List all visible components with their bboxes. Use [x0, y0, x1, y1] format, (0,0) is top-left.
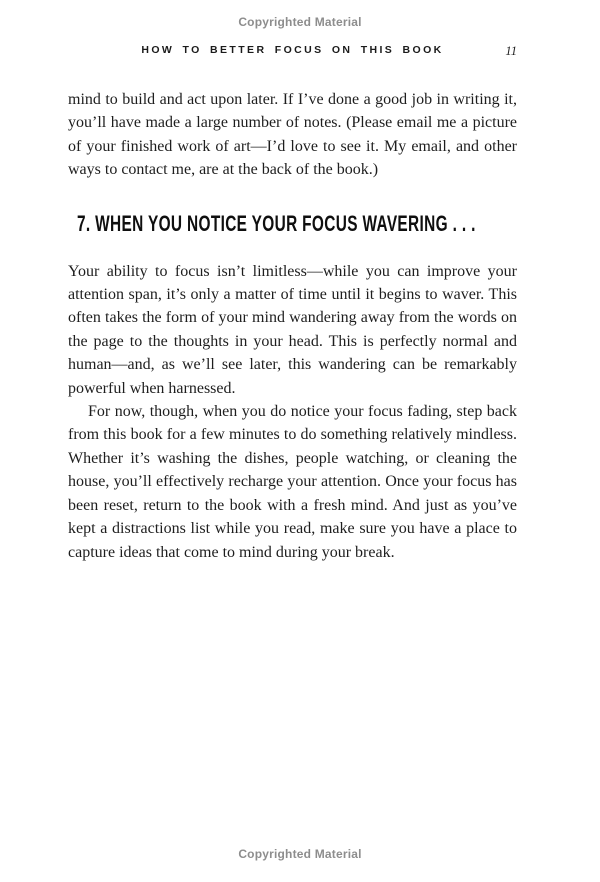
paragraph-continuation: mind to build and act upon later. If I’ve done a good job in writing it, you’ll have made a large number of notes. (Please email me a picture of your finished work of art—I’d love to see it. My email, and other ways to contact me, are at the back of the book.) — [68, 91, 517, 179]
paragraph-focus-wavering: Your ability to focus isn’t limitless—while you can improve your attention span, it’s only a matter of time until it begins to waver. This often takes the form of your mind wandering away from the words on the page to the thoughts in your head. This is perfectly normal and human—and, as we’ll see later, this wandering can be remarkably powerful when harnessed. — [68, 262, 517, 397]
running-header — [68, 44, 517, 60]
running-header-title: HOW TO BETTER FOCUS ON THIS BOOK — [141, 44, 444, 56]
copyright-notice-bottom: Copyrighted Material — [238, 847, 362, 861]
body-text — [68, 88, 517, 564]
page-number: 11 — [505, 44, 517, 58]
paragraph-step-back: For now, though, when you do notice your focus fading, step back from this book for a few minutes to do something relatively mindless. Whether it’s washing the dishes, people watching, or cleaning the house, you’ll effectively recharge your attention. Once your focus has been reset, return to the book with a fresh mind. And just as you’ve kept a distractions list while you read, make sure you have a place to capture ideas that come to mind during your break. — [68, 403, 517, 561]
section-heading: 7. WHEN YOU NOTICE YOUR FOCUS WAVERING . . . — [77, 210, 476, 236]
copyright-notice-top: Copyrighted Material — [238, 15, 362, 29]
